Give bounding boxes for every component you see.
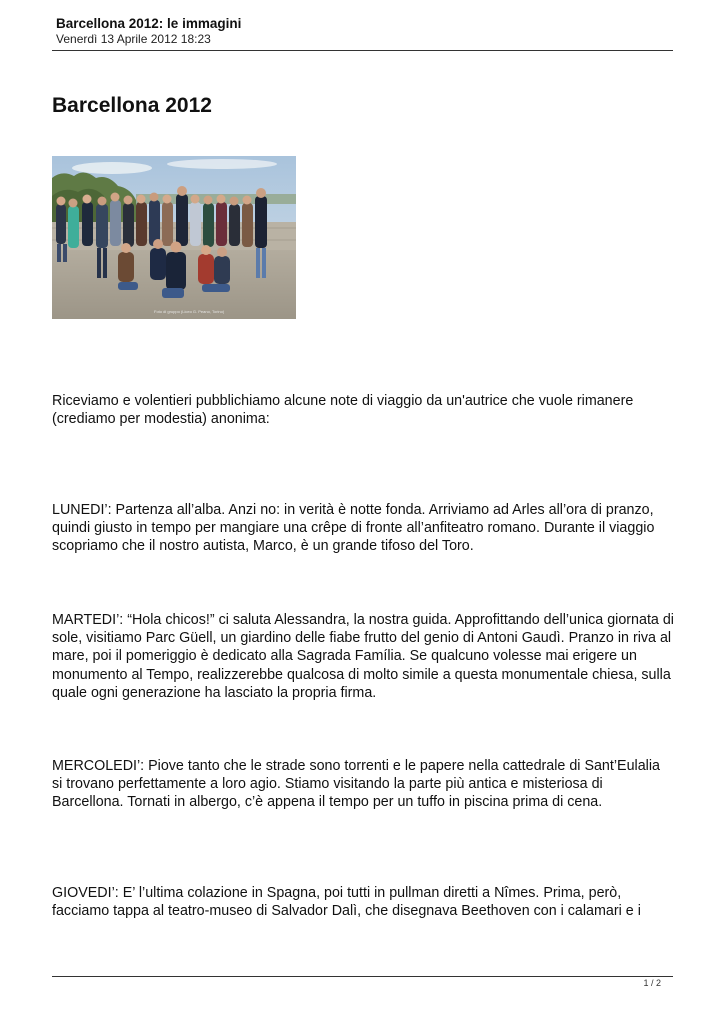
article-title: Barcellona 2012 xyxy=(52,94,212,117)
header-title: Barcellona 2012: le immagini xyxy=(56,16,242,31)
footer-divider xyxy=(52,976,673,977)
group-photo xyxy=(52,156,296,319)
header-divider xyxy=(52,50,673,51)
page-number: 1 / 2 xyxy=(643,978,661,988)
paragraph-intro: Riceviamo e volentieri pubblichiamo alcune note di viaggio da un'autrice che vuole rimanere (crediamo per modestia) anonima: xyxy=(52,393,634,428)
header-date: Venerdì 13 Aprile 2012 18:23 xyxy=(56,32,211,46)
paragraph-mercoledi: MERCOLEDI’: Piove tanto che le strade sono torrenti e le papere nella cattedrale di Sant’Eulalia si trovano perfettamente a loro agio. Stiamo visitando la parte più antica e misteriosa di Barcellona. Tornati in albergo, c’è appena il tempo per un tuffo in piscina prima di cena. xyxy=(52,758,660,811)
paragraph-lunedi: LUNEDI’: Partenza all’alba. Anzi no: in verità è notte fonda. Arriviamo ad Arles all’ora di pranzo, quindi giusto in tempo per mangiare una crêpe di fronte all’anfiteatro romano. Durante il viaggio scopriamo che il nostro autista, Marco, è un grande tifoso del Toro. xyxy=(52,502,655,555)
paragraph-giovedi: GIOVEDI’: E’ l’ultima colazione in Spagna, poi tutti in pullman diretti a Nîmes. Prima, però, facciamo tappa al teatro-museo di Salvador Dalì, che disegnava Beethoven con i calamari e i xyxy=(52,885,641,920)
paragraph-martedi: MARTEDI’: “Hola chicos!” ci saluta Alessandra, la nostra guida. Approfittando dell’unica giornata di sole, visitiamo Parc Güell, un giardino delle fiabe frutto del genio di Antoni Gaudì. Pranzo in riva al mare, poi il pomeriggio è dedicato alla Sagrada Família. Se qualcuno volesse mai erigere un monumento al Tempo, realizzerebbe qualcosa di molto simile a questa monumentale chiesa, sulla quale ogni generazione ha lasciato la propria firma. xyxy=(52,612,674,701)
page-header xyxy=(56,16,673,47)
photo-caption: Foto di gruppo (Liceo G. Peano, Torino) xyxy=(154,309,225,314)
